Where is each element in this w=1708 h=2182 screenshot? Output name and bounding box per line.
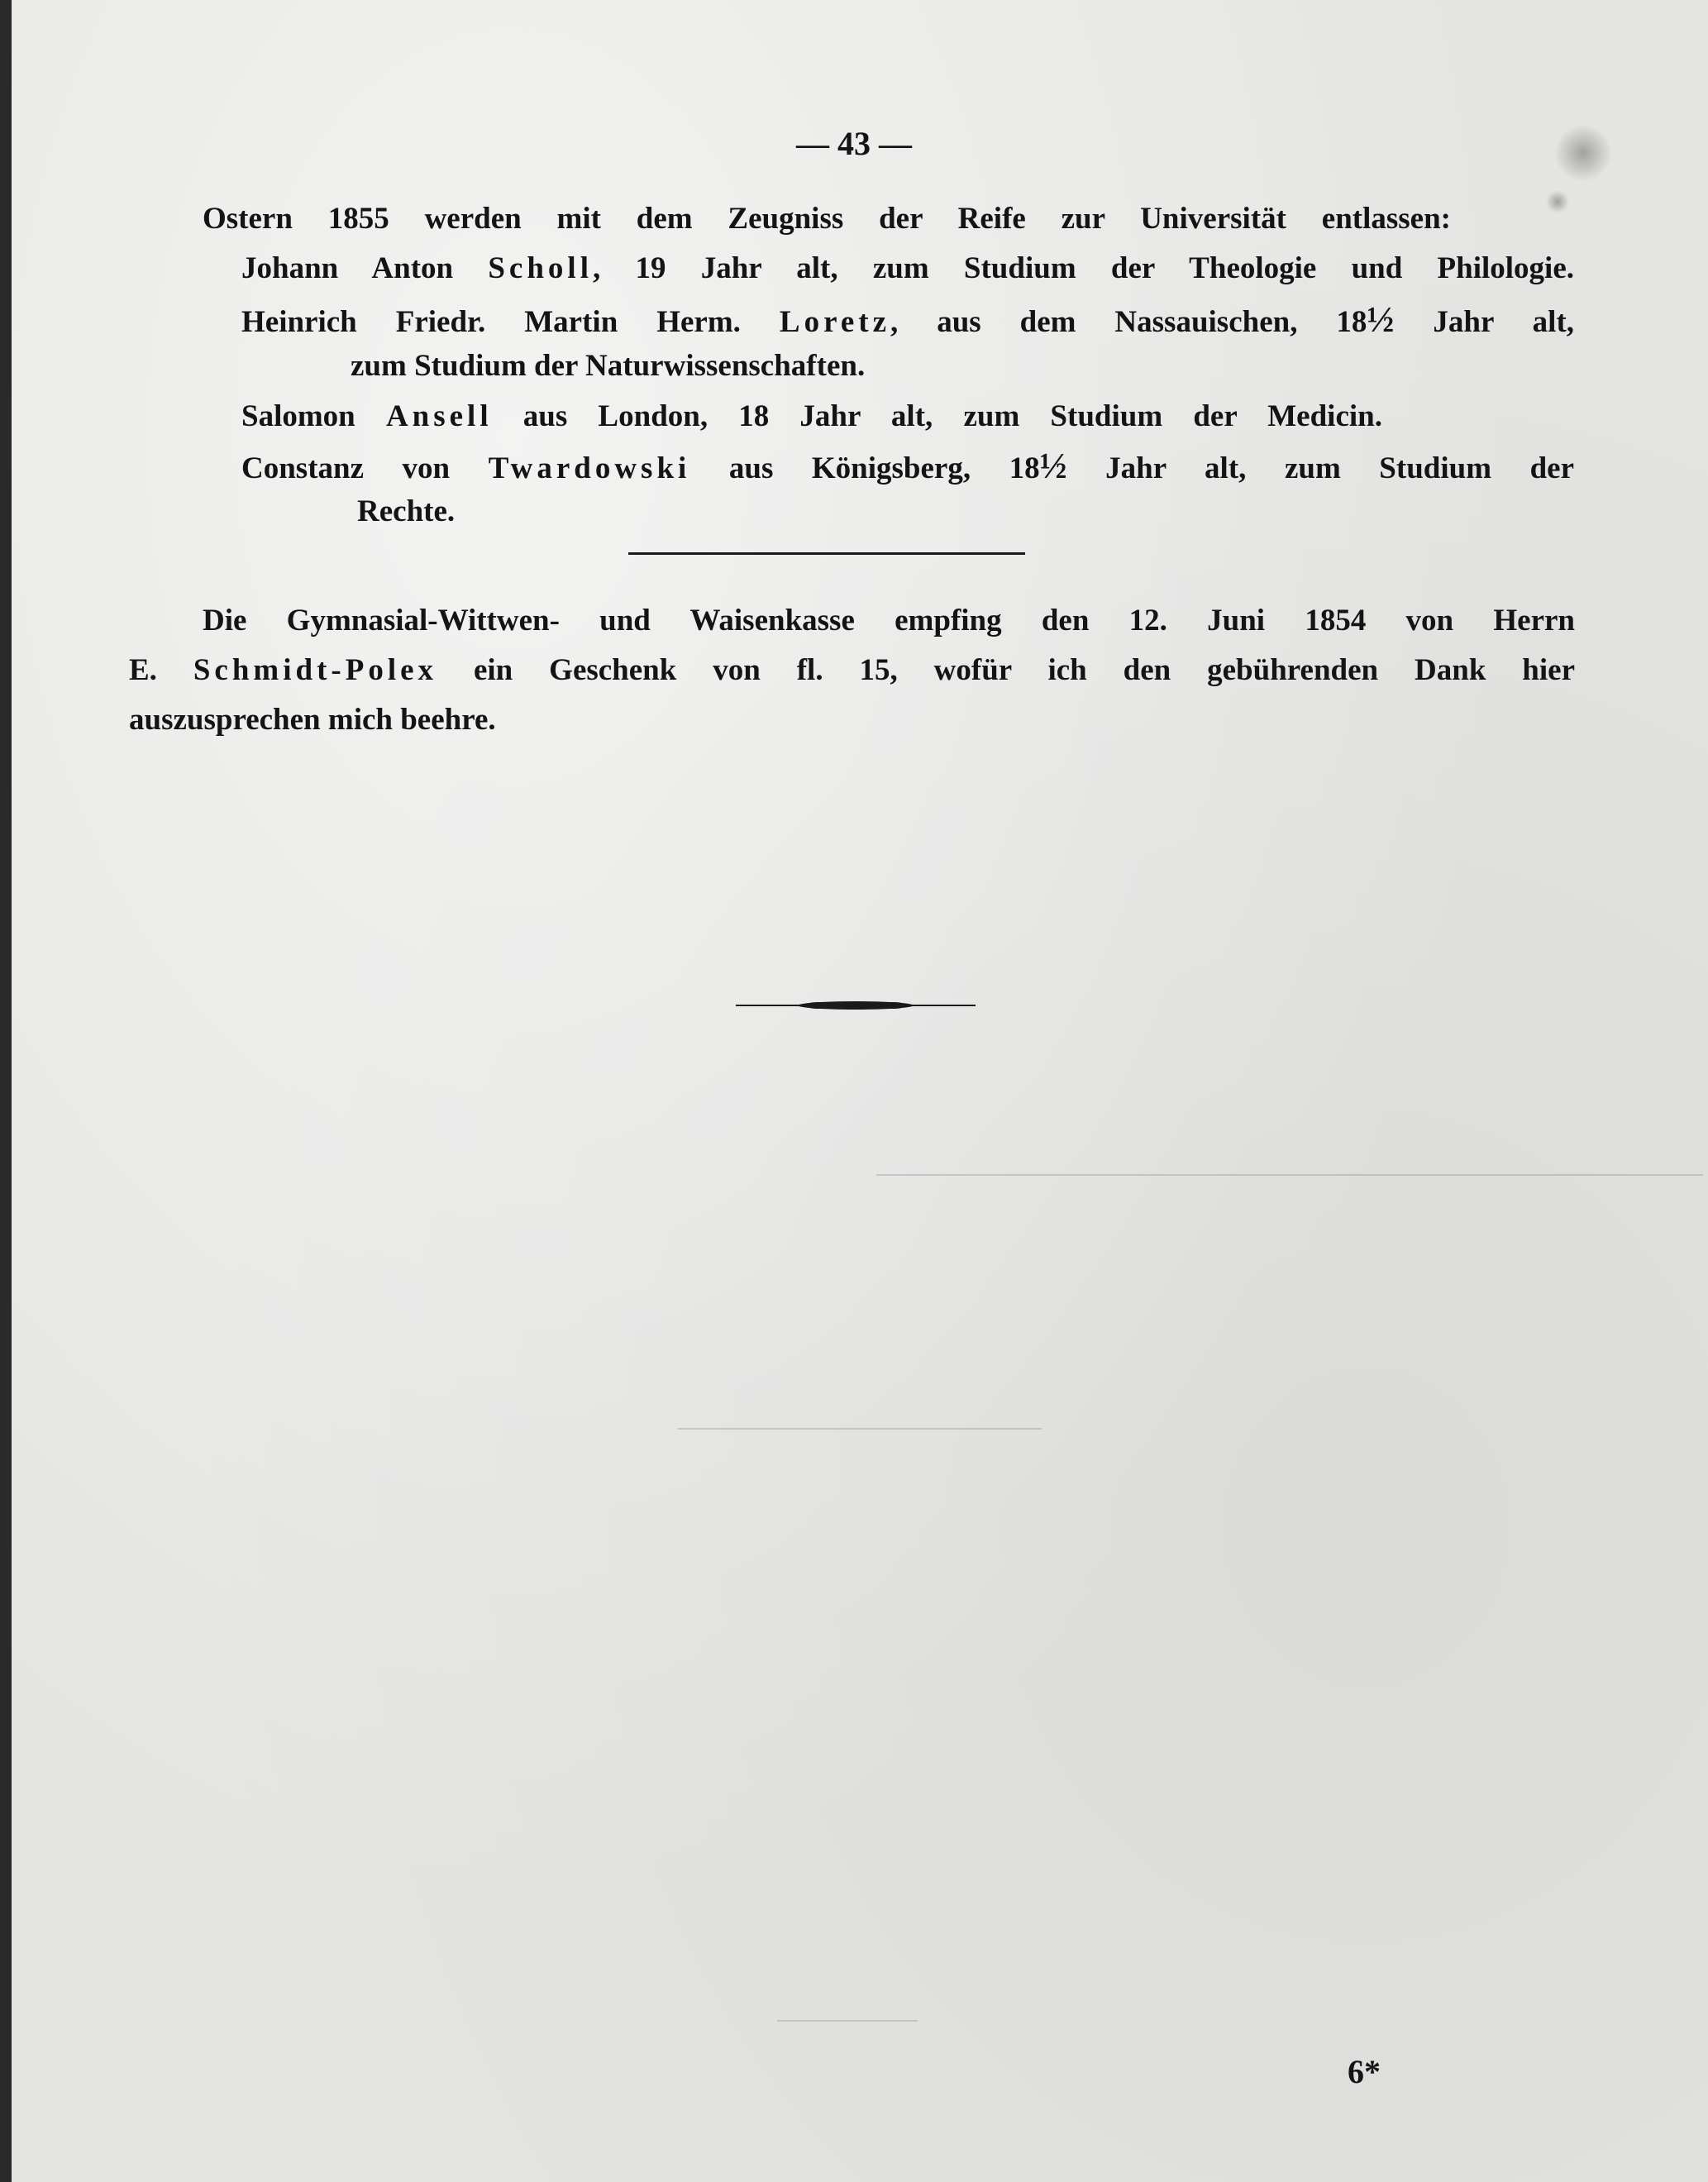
graduate-age-fraction: ½	[1039, 446, 1067, 486]
graduate-surname: Loretz	[779, 305, 891, 339]
graduate-name: Johann Anton	[241, 251, 454, 285]
graduate-entry-1	[241, 253, 1574, 284]
graduate-surname: Ansell	[385, 399, 493, 433]
graduate-details-cont: Jahr alt, zum Studium der	[1066, 451, 1574, 485]
graduate-details: aus Königsberg, 18	[690, 451, 1040, 485]
graduate-entry-3	[241, 401, 1382, 432]
signature-mark: 6*	[1348, 2053, 1381, 2090]
graduate-name: Salomon	[241, 399, 355, 433]
ink-blot	[1546, 190, 1569, 213]
donor-surname: Schmidt-Polex	[193, 653, 438, 687]
graduation-intro	[203, 203, 1451, 234]
graduate-entry-2	[241, 299, 1575, 340]
donor-initial: E.	[129, 653, 157, 687]
ornamental-rule	[736, 999, 976, 1012]
graduate-surname: Scholl	[488, 251, 593, 285]
graduate-name: Constanz von	[241, 451, 451, 485]
donation-line-3	[129, 704, 496, 735]
donation-text-cont: ein Geschenk von fl. 15, wofür ich den gebührenden Dank hier	[437, 653, 1576, 687]
section-divider	[628, 552, 1025, 555]
graduation-intro-text: Ostern 1855 werden mit dem Zeugniss der Reife zur Universität entlassen:	[203, 202, 1451, 236]
donation-line-1	[203, 605, 1575, 636]
scan-edge	[0, 0, 12, 2182]
donation-line-2	[129, 655, 1575, 685]
donation-closing: auszusprechen mich beehre.	[129, 703, 496, 737]
graduate-entry-4	[241, 448, 1574, 485]
donation-text: Die Gymnasial-Wittwen- und Waisenkasse empfing den 12. Juni 1854 von Herrn	[203, 604, 1575, 637]
graduate-entry-2-continuation	[351, 351, 865, 381]
graduate-details: , 19 Jahr alt, zum Studium der Theologie und Philologie.	[593, 251, 1575, 285]
graduate-age-fraction: ½	[1367, 299, 1395, 340]
graduate-details: , aus dem Nassauischen, 18	[890, 305, 1367, 339]
graduate-surname: Twardowski	[488, 451, 691, 485]
graduate-study: zum Studium der Naturwissenschaften.	[351, 349, 866, 383]
graduate-entry-4-continuation	[357, 496, 455, 527]
graduate-name: Heinrich Friedr. Martin Herm.	[241, 305, 741, 339]
graduate-details: aus London, 18 Jahr alt, zum Studium der Medicin.	[492, 399, 1382, 433]
graduate-details-cont: Jahr alt,	[1394, 305, 1575, 339]
page-number: — 43 —	[796, 125, 912, 162]
graduate-study: Rechte.	[357, 494, 456, 528]
